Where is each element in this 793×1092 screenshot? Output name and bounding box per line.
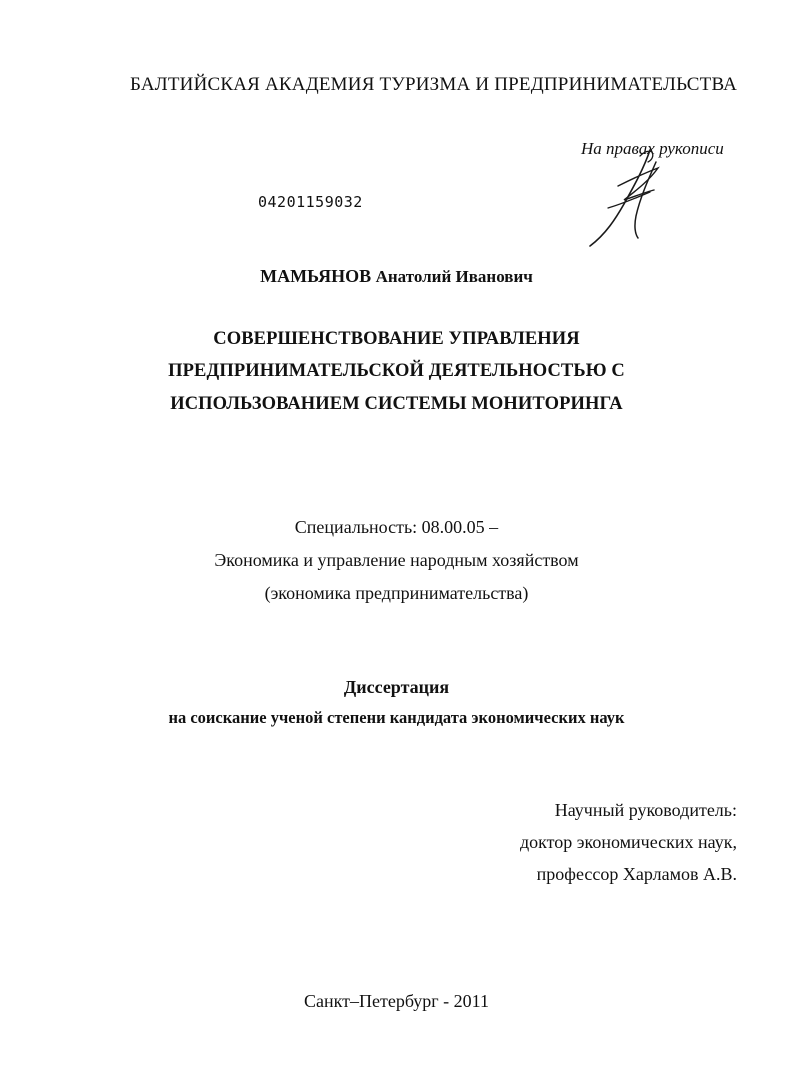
author-name — [0, 266, 793, 287]
degree-statement: на соискание ученой степени кандидата экономических наук — [168, 708, 625, 727]
handwritten-signature — [578, 146, 688, 251]
manuscript-rights-note: На правах рукописи — [581, 139, 724, 158]
dissertation-title-line: ПРЕДПРИНИМАТЕЛЬСКОЙ ДЕЯТЕЛЬНОСТЬЮ С — [168, 361, 625, 381]
city-year: Санкт–Петербург - 2011 — [303, 991, 490, 1011]
author-surname: МАМЬЯНОВ — [260, 266, 372, 286]
institution-name: БАЛТИЙСКАЯ АКАДЕМИЯ ТУРИЗМА И ПРЕДПРИНИМАТЕЛЬСТВА — [130, 74, 738, 95]
dissertation-title-line: СОВЕРШЕНСТВОВАНИЕ УПРАВЛЕНИЯ — [213, 329, 580, 349]
work-type: Диссертация — [343, 677, 450, 697]
archive-number: 04201159032 — [258, 193, 363, 211]
specialty-subfield: (экономика предпринимательства) — [264, 583, 529, 603]
supervisor-heading: Научный руководитель: — [554, 800, 737, 820]
supervisor-degree: доктор экономических наук, — [520, 832, 737, 852]
author-given-names: Анатолий Иванович — [375, 267, 533, 286]
specialty-field: Экономика и управление народным хозяйством — [214, 550, 579, 570]
supervisor-name: профессор Харламов А.В. — [536, 864, 737, 884]
specialty-code: Специальность: 08.00.05 – — [294, 517, 499, 537]
dissertation-title-line: ИСПОЛЬЗОВАНИЕМ СИСТЕМЫ МОНИТОРИНГА — [170, 394, 623, 414]
